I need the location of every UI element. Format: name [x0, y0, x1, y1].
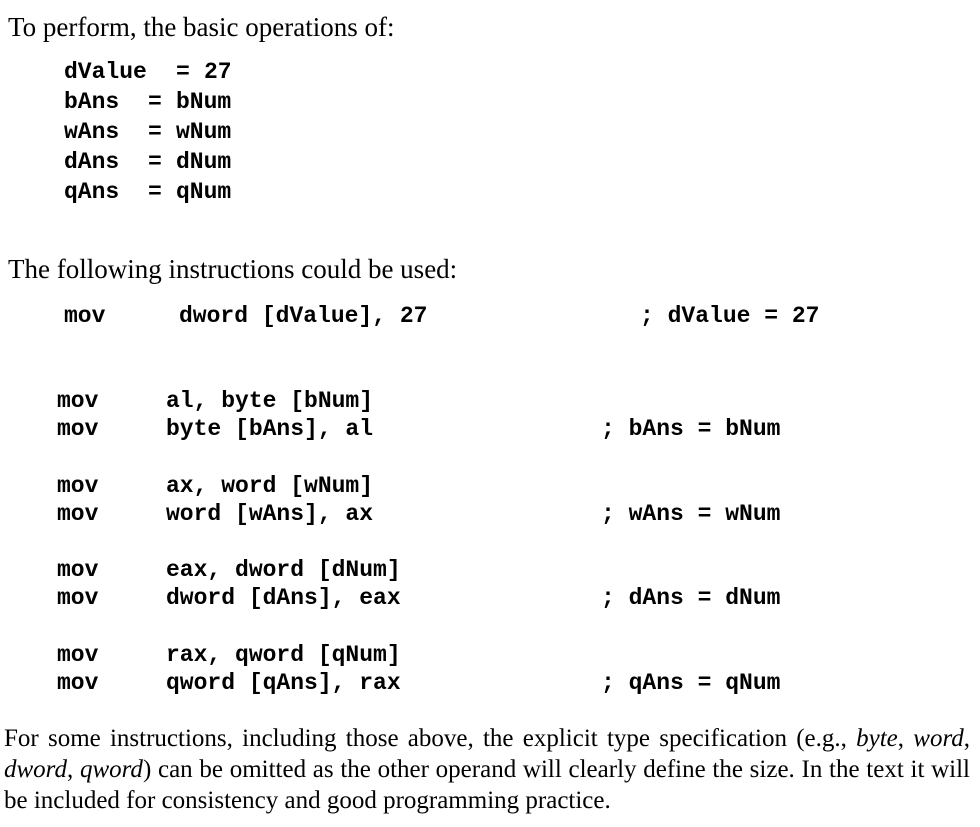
instruction-operands: qword [qAns], rax	[166, 670, 401, 696]
instruction-opcode: mov	[57, 642, 99, 668]
operation-lhs: dValue	[64, 59, 147, 85]
paragraph-separator: ,	[963, 725, 971, 752]
instructions-intro: The following instructions could be used:	[8, 254, 458, 284]
instruction-operands: byte [bAns], al	[166, 416, 374, 442]
instruction-opcode: mov	[57, 473, 99, 499]
paragraph-text: For some instructions, including those above, the explicit type specification (e.g.,	[4, 725, 857, 752]
operation-rhs: qNum	[176, 179, 232, 205]
instruction-comment: ; dAns = dNum	[601, 585, 781, 611]
instruction-opcode: mov	[57, 388, 99, 414]
instruction-opcode: mov	[64, 303, 106, 329]
operation-equals: =	[148, 179, 162, 205]
instruction-operands: dword [dValue], 27	[179, 303, 428, 329]
instruction-operands: dword [dAns], eax	[166, 585, 401, 611]
type-keyword: word	[913, 725, 964, 752]
closing-paragraph	[4, 723, 970, 816]
operation-rhs: dNum	[176, 149, 232, 175]
operation-rhs: wNum	[176, 119, 232, 145]
instruction-comment: ; wAns = wNum	[601, 501, 781, 527]
instruction-opcode: mov	[57, 501, 99, 527]
operation-lhs: dAns	[64, 149, 120, 175]
operation-lhs: qAns	[64, 179, 120, 205]
operation-lhs: wAns	[64, 119, 120, 145]
operation-equals: =	[176, 59, 190, 85]
instruction-operands: rax, qword [qNum]	[166, 642, 401, 668]
instruction-comment: ; qAns = qNum	[601, 670, 781, 696]
paragraph-text: ) can be omitted as the other operand will clearly define the size. In the text it will be included for consistency and good programming practice.	[4, 756, 971, 814]
paragraph-separator: ,	[897, 725, 914, 752]
instruction-opcode: mov	[57, 670, 99, 696]
type-keyword: byte	[856, 725, 898, 752]
operation-equals: =	[148, 89, 162, 115]
instruction-comment: ; dValue = 27	[640, 303, 820, 329]
instruction-operands: al, byte [bNum]	[166, 388, 374, 414]
instruction-operands: eax, dword [dNum]	[166, 557, 401, 583]
instruction-opcode: mov	[57, 585, 99, 611]
type-keyword: qword	[79, 756, 143, 783]
instruction-comment: ; bAns = bNum	[601, 416, 781, 442]
instruction-opcode: mov	[57, 557, 99, 583]
operation-equals: =	[148, 119, 162, 145]
instruction-operands: ax, word [wNum]	[166, 473, 374, 499]
instruction-opcode: mov	[57, 416, 99, 442]
paragraph-separator: ,	[66, 756, 80, 783]
instruction-operands: word [wAns], ax	[166, 501, 374, 527]
operation-rhs: 27	[204, 59, 232, 85]
type-keyword: dword	[4, 756, 67, 783]
operation-rhs: bNum	[176, 89, 232, 115]
intro-text: To perform, the basic operations of:	[8, 12, 395, 42]
operation-equals: =	[148, 149, 162, 175]
operation-lhs: bAns	[64, 89, 120, 115]
